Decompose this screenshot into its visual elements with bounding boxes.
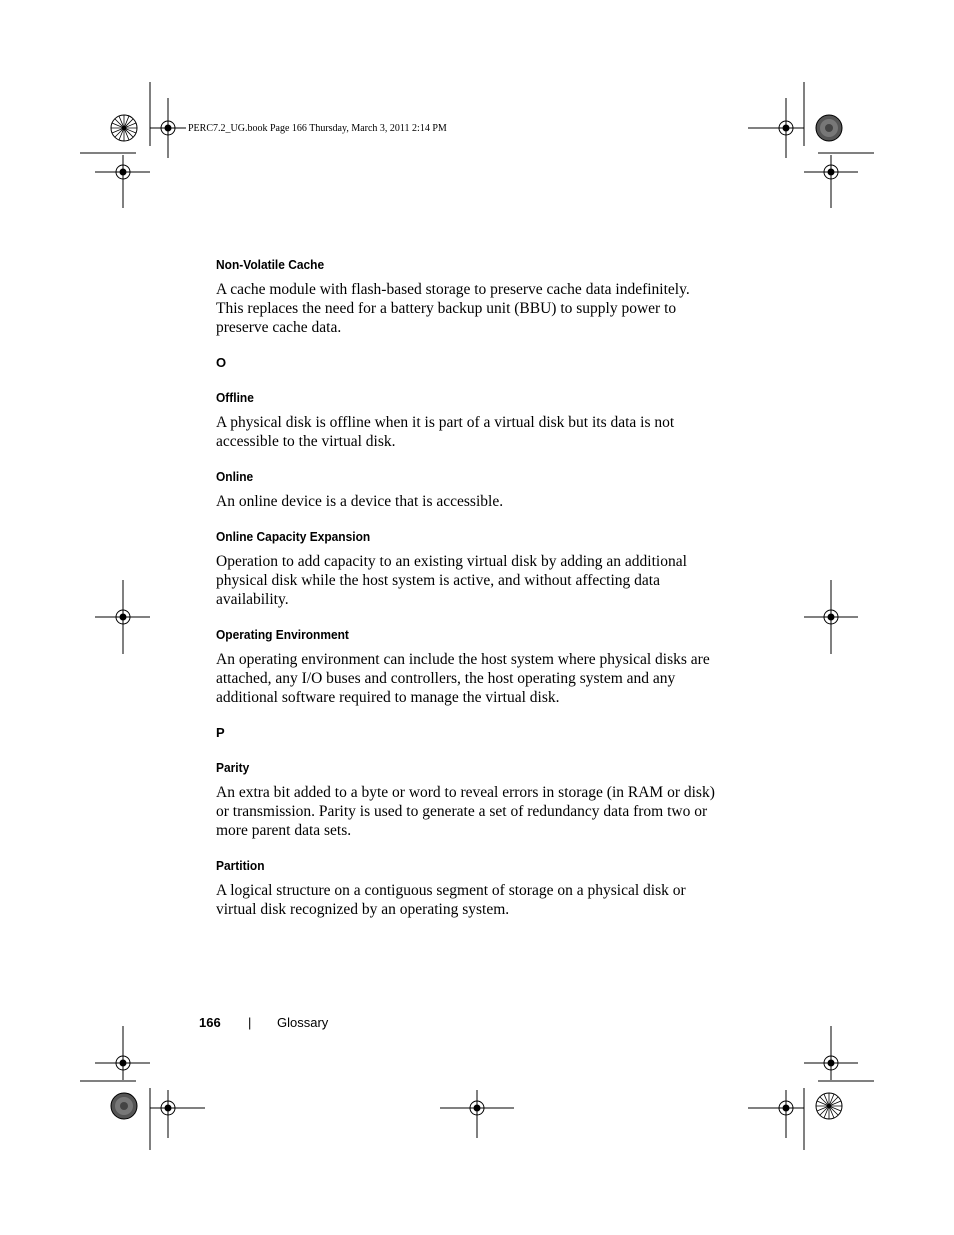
glossary-term: Parity	[216, 760, 250, 775]
page-footer	[199, 1015, 329, 1030]
section-letter: P	[216, 725, 225, 740]
glossary-definition: A physical disk is offline when it is part of a virtual disk but its data is not accessible to the virtual disk.	[216, 414, 675, 450]
glossary-definition: A cache module with flash-based storage to preserve cache data indefinitely. This replaces the need for a battery backup unit (BBU) to supply power to preserve cache data.	[216, 281, 690, 336]
glossary-definition: Operation to add capacity to an existing virtual disk by adding an additional physical disk while the host system is active, and without affecting data availability.	[216, 553, 687, 608]
crosshair-circle-icon	[150, 1090, 205, 1138]
crosshair-circle-icon	[804, 155, 858, 208]
glossary-definition: An extra bit added to a byte or word to reveal errors in storage (in RAM or disk) or transmission. Parity is used to generate a set of redundancy data from two or more parent data sets.	[216, 784, 715, 839]
crosshair-circle-icon	[804, 580, 858, 654]
crosshair-circle-icon	[440, 1090, 514, 1138]
print-slug: PERC7.2_UG.book Page 166 Thursday, March 3, 2011 2:14 PM	[188, 123, 447, 134]
sunburst-wheel-icon	[816, 115, 842, 141]
glossary-term: Operating Environment	[216, 627, 349, 642]
crosshair-circle-icon	[95, 1026, 150, 1080]
glossary-definition: A logical structure on a contiguous segment of storage on a physical disk or virtual disk recognized by an operating system.	[216, 882, 686, 918]
sunburst-wheel-icon	[111, 115, 137, 141]
glossary-term: Partition	[216, 858, 265, 873]
glossary-term: Offline	[216, 390, 254, 405]
glossary-definition: An online device is a device that is accessible.	[216, 493, 504, 510]
sunburst-wheel-icon	[816, 1093, 842, 1119]
crosshair-circle-icon	[804, 1026, 858, 1080]
crosshair-circle-icon	[95, 580, 150, 654]
footer-separator: |	[248, 1015, 252, 1030]
glossary-entries	[216, 256, 716, 919]
section-name: Glossary	[277, 1015, 329, 1030]
glossary-term: Non-Volatile Cache	[216, 257, 325, 272]
glossary-term: Online Capacity Expansion	[216, 529, 371, 544]
section-letter: O	[216, 355, 227, 370]
crosshair-circle-icon	[748, 1090, 804, 1138]
glossary-definition: An operating environment can include the host system where physical disks are attached, any I/O buses and controllers, the host operating system and any additional software required to manage the virtual disk.	[216, 651, 710, 706]
sunburst-wheel-icon	[111, 1093, 137, 1119]
glossary-term: Online	[216, 469, 254, 484]
glossary-content	[216, 256, 716, 936]
crosshair-circle-icon	[150, 98, 186, 158]
crosshair-circle-icon	[95, 155, 150, 208]
page-number: 166	[199, 1015, 221, 1030]
crosshair-circle-icon	[748, 98, 804, 158]
